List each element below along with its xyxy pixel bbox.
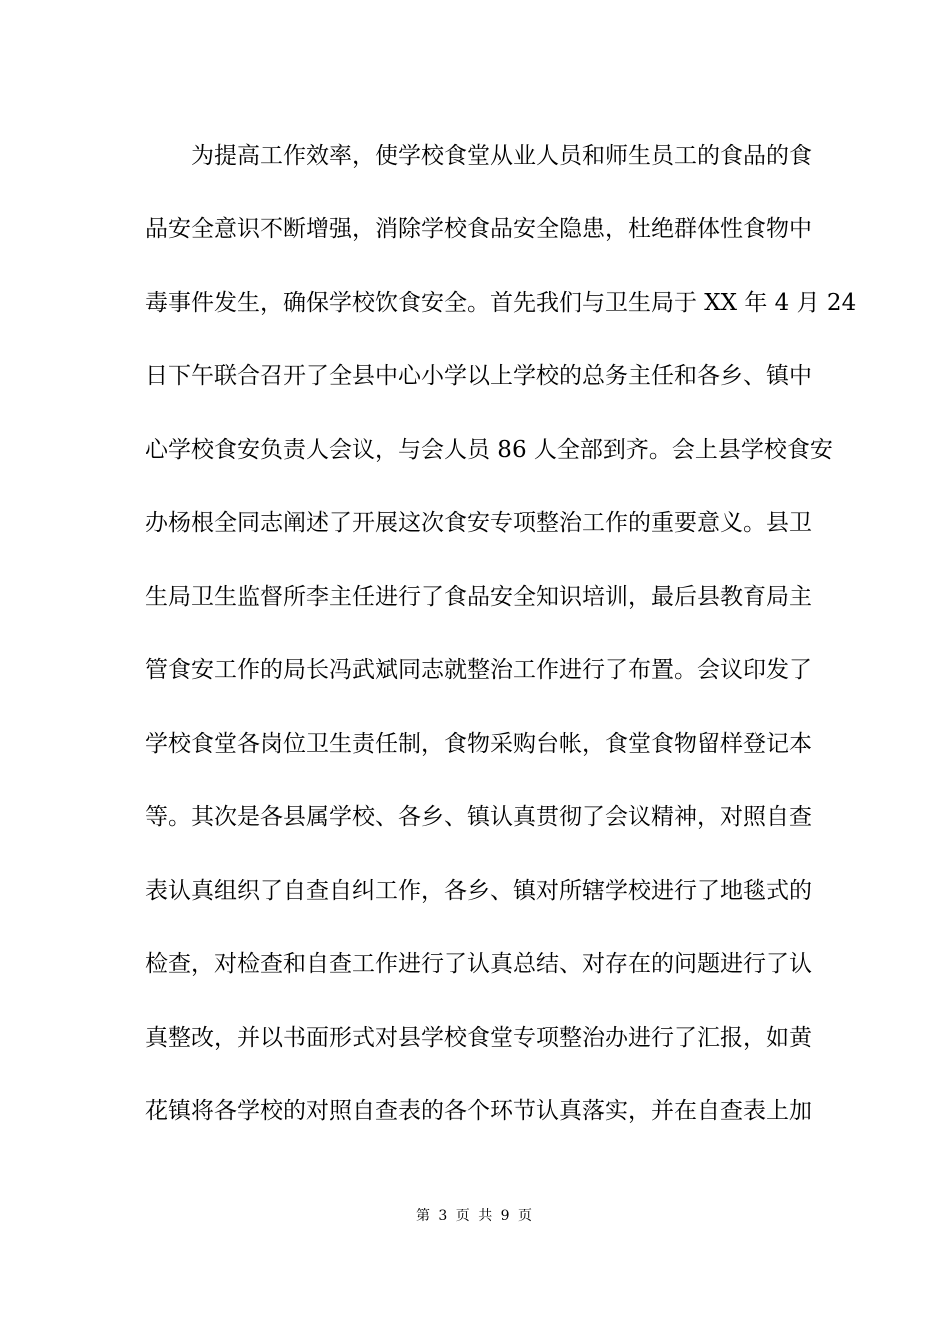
paragraph-line: 日下午联合召开了全县中心小学以上学校的总务主任和各乡、镇中 xyxy=(145,363,812,389)
paragraph-line: 检查，对检查和自查工作进行了认真总结、对存在的问题进行了认 xyxy=(145,951,812,977)
paragraph-line: 为提高工作效率，使学校食堂从业人员和师生员工的食品的食 xyxy=(191,143,812,169)
paragraph-line: 表认真组织了自查自纠工作，各乡、镇对所辖学校进行了地毯式的 xyxy=(145,878,812,904)
paragraph-line: 管食安工作的局长冯武斌同志就整治工作进行了布置。会议印发了 xyxy=(145,657,812,683)
paragraph-line: 心学校食安负责人会议，与会人员 86 人全部到齐。会上县学校食安 xyxy=(145,437,833,463)
paragraph-line: 办杨根全同志阐述了开展这次食安专项整治工作的重要意义。县卫 xyxy=(145,510,812,536)
paragraph-line: 真整改，并以书面形式对县学校食堂专项整治办进行了汇报，如黄 xyxy=(145,1025,812,1051)
paragraph-line: 品安全意识不断增强，消除学校食品安全隐患，杜绝群体性食物中 xyxy=(145,216,812,242)
paragraph-line: 生局卫生监督所李主任进行了食品安全知识培训，最后县教育局主 xyxy=(145,584,812,610)
paragraph-line: 等。其次是各县属学校、各乡、镇认真贯彻了会议精神，对照自查 xyxy=(145,804,812,830)
paragraph-line: 毒事件发生，确保学校饮食安全。首先我们与卫生局于 XX 年 4 月 24 xyxy=(145,290,857,316)
paragraph-line: 学校食堂各岗位卫生责任制，食物采购台帐，食堂食物留样登记本 xyxy=(145,731,812,757)
paragraph-line: 花镇将各学校的对照自查表的各个环节认真落实，并在自查表上加 xyxy=(145,1098,812,1124)
page-number-footer: 第 3 页 共 9 页 xyxy=(415,1208,535,1224)
